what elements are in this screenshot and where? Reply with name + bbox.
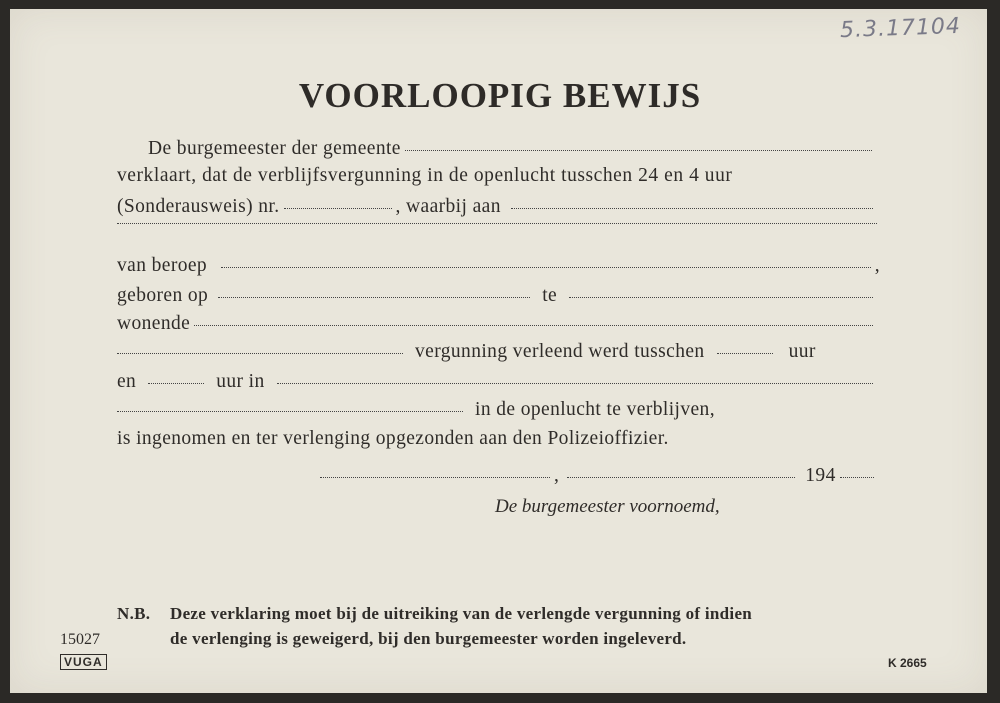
form-line-profession bbox=[117, 255, 880, 277]
page-title: VOORLOOPIG BEWIJS bbox=[298, 76, 702, 115]
form-line-recipient-cont bbox=[117, 226, 877, 227]
form-line-place-date bbox=[320, 465, 878, 487]
year-field[interactable] bbox=[840, 477, 874, 478]
archive-number: 5.3.17104 bbox=[839, 13, 962, 44]
printer-mark: VUGA bbox=[60, 654, 107, 670]
sonderausweis-label: (Sonderausweis) nr. bbox=[117, 196, 280, 217]
permit-granted-label: vergunning verleend werd tusschen bbox=[415, 341, 705, 362]
place-field[interactable] bbox=[320, 477, 550, 478]
recipient-field[interactable] bbox=[511, 208, 873, 209]
note-line-1: Deze verklaring moet bij de uitreiking van de verlengde vergunning of indien bbox=[170, 604, 753, 623]
residence-label: wonende bbox=[117, 313, 191, 334]
form-line-sonderausweis bbox=[117, 196, 877, 218]
declares-text: verklaart, dat de verblijfsvergunning in de openlucht tusschen 24 en 4 uur bbox=[117, 165, 733, 186]
born-label: geboren op bbox=[117, 285, 209, 306]
municipality-label: De burgemeester der gemeente bbox=[148, 138, 401, 159]
recipient-field-cont[interactable] bbox=[117, 223, 877, 224]
location-field[interactable] bbox=[277, 383, 873, 384]
signature-caption: De burgemeester voornoemd, bbox=[495, 496, 720, 517]
birth-place-field[interactable] bbox=[569, 297, 873, 298]
form-line-submitted bbox=[117, 428, 877, 450]
note-label: N.B. bbox=[117, 604, 151, 623]
sonderausweis-number-field[interactable] bbox=[284, 208, 392, 209]
profession-comma: , bbox=[874, 255, 880, 276]
place-comma: , bbox=[554, 465, 560, 486]
profession-label: van beroep bbox=[117, 255, 208, 276]
birth-place-label: te bbox=[542, 285, 558, 306]
form-line-hours bbox=[117, 371, 877, 393]
residence-field[interactable] bbox=[194, 325, 873, 326]
print-code: K 2665 bbox=[888, 656, 927, 670]
hour-label-1: uur bbox=[788, 341, 816, 362]
form-line-birth bbox=[117, 285, 877, 307]
municipality-field[interactable] bbox=[405, 150, 872, 151]
location-field-cont[interactable] bbox=[117, 411, 463, 412]
form-line-municipality bbox=[148, 138, 876, 160]
hour-in-label: uur in bbox=[216, 371, 265, 392]
start-hour-field[interactable] bbox=[717, 353, 773, 354]
submitted-text: is ingenomen en ter verlenging opgezonden aan den Polizeioffizier. bbox=[117, 428, 669, 449]
form-line-outdoors bbox=[117, 399, 877, 421]
note-line-2: de verlenging is geweigerd, bij den burgemeester worden ingeleverd. bbox=[170, 629, 687, 648]
form-line-permit-granted bbox=[117, 341, 877, 363]
year-prefix: 194 bbox=[805, 465, 836, 486]
birth-date-field[interactable] bbox=[218, 297, 530, 298]
end-hour-field[interactable] bbox=[148, 383, 204, 384]
form-number: 15027 bbox=[60, 631, 100, 648]
date-field[interactable] bbox=[567, 477, 795, 478]
profession-field[interactable] bbox=[221, 267, 871, 268]
outdoors-text: in de openlucht te verblijven, bbox=[475, 399, 715, 420]
residence-field-cont[interactable] bbox=[117, 353, 403, 354]
form-line-residence bbox=[117, 313, 877, 335]
whereby-label: , waarbij aan bbox=[395, 196, 501, 217]
form-line-declares bbox=[117, 165, 877, 187]
and-label: en bbox=[117, 371, 137, 392]
